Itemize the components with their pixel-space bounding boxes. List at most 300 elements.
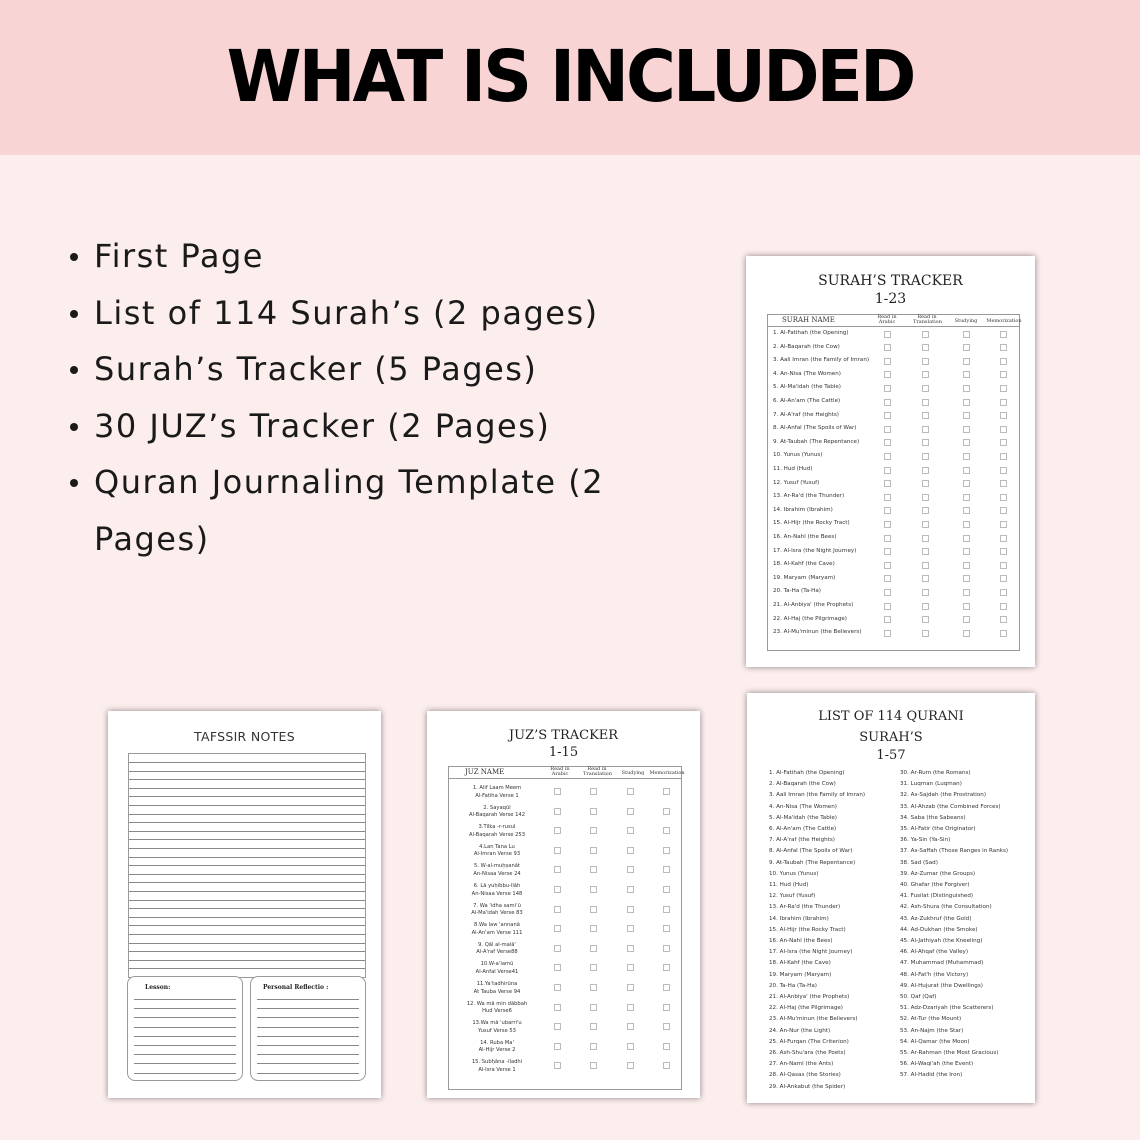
list-item: 47. Muhammad (Muhammad)	[900, 960, 984, 967]
juz-verse-line: Al-Fatiha Verse 1	[475, 792, 519, 799]
list-item: 36. Ya-Sin (Ya-Sin)	[900, 837, 951, 844]
checkbox-icon	[1000, 575, 1007, 582]
list-item: 6. Al-An'am (The Cattle)	[769, 826, 837, 832]
checkbox-icon	[1000, 467, 1007, 474]
surah-tracker-title: SURAH’S TRACKER	[818, 273, 963, 289]
list-item: 33. Al-Ahzab (the Combined Forces)	[900, 803, 1001, 810]
checkbox-icon	[554, 866, 561, 873]
checkbox-icon	[1000, 521, 1007, 528]
checkbox-icon	[1000, 453, 1007, 460]
checkbox-icon	[627, 866, 634, 873]
table-row-label: 18. Al-Kahf (the Cave)	[773, 561, 835, 568]
juz-name-line: 2. Sayaqūl	[483, 804, 511, 811]
table-row-label: 6. Al-An'am (The Cattle)	[773, 398, 841, 404]
checkbox-icon	[554, 827, 561, 834]
checkbox-icon	[963, 616, 970, 623]
table-row-label: 7. Al-A'raf (the Heights)	[773, 411, 839, 418]
checkbox-icon	[922, 535, 929, 542]
checkbox-icon	[884, 344, 891, 351]
checkbox-icon	[884, 603, 891, 610]
checkbox-icon	[884, 521, 891, 528]
note-line	[257, 1054, 359, 1055]
checkbox-icon	[1000, 344, 1007, 351]
list-item: 25. Al-Furqan (The Criterion)	[769, 1038, 849, 1045]
checkbox-icon	[922, 344, 929, 351]
juz-verse-line: Al-Hijr Verse 2	[478, 1047, 516, 1054]
table-row-label	[449, 1040, 545, 1055]
note-line	[129, 771, 365, 772]
table-row-label: 22. Al-Haj (the Pilgrimage)	[773, 615, 847, 622]
checkbox-icon	[922, 371, 929, 378]
table-row-label: 4. An-Nisa (The Women)	[773, 370, 841, 377]
note-line	[257, 999, 359, 1000]
juz-verse-line: Al-Baqarah Verse 253	[468, 831, 526, 838]
checkbox-icon	[627, 827, 634, 834]
checkbox-icon	[627, 1004, 634, 1011]
column-header: Studying	[954, 318, 978, 324]
header-banner	[0, 0, 1140, 155]
checkbox-icon	[922, 575, 929, 582]
table-row-label	[449, 903, 545, 918]
note-line	[129, 865, 365, 866]
list-item: 32. As-Sajdah (the Prostration)	[900, 792, 987, 799]
checkbox-icon	[922, 507, 929, 514]
included-item: List of 114 Surah’s (2 pages)	[68, 285, 708, 342]
checkbox-icon	[884, 371, 891, 378]
table-row-label	[449, 981, 545, 996]
list-item: 14. Ibrahim (Ibrahim)	[769, 915, 829, 922]
list-item: 51. Adz-Dzariyah (the Scatterers)	[900, 1005, 994, 1012]
checkbox-icon	[922, 331, 929, 338]
checkbox-icon	[1000, 616, 1007, 623]
checkbox-icon	[963, 507, 970, 514]
list-item: 13. Ar-Ra'd (the Thunder)	[769, 904, 841, 911]
checkbox-icon	[1000, 480, 1007, 487]
list-item: 28. Al-Qasas (the Stories)	[769, 1072, 841, 1079]
column-header: Read in Arabic	[877, 314, 897, 325]
note-line	[129, 814, 365, 815]
checkbox-icon	[627, 1043, 634, 1050]
list-item: 45. Al-Jathiyah (the Kneeling)	[900, 938, 983, 944]
checkbox-icon	[884, 575, 891, 582]
column-header: SURAH NAME	[782, 316, 835, 324]
note-line	[134, 1017, 236, 1018]
tafssir-notes-title: TAFSSIR NOTES	[194, 729, 295, 744]
surah-list-subtitle: 1-57	[876, 748, 906, 763]
checkbox-icon	[922, 480, 929, 487]
table-row-label	[449, 844, 545, 859]
note-line	[129, 839, 365, 840]
note-line	[134, 1054, 236, 1055]
table-row-label: 9. At-Taubah (The Repentance)	[773, 438, 860, 445]
checkbox-icon	[922, 439, 929, 446]
note-line	[129, 968, 365, 969]
note-line	[257, 1073, 359, 1074]
list-item: 1. Al-Fatihah (the Opening)	[769, 770, 845, 776]
surah-list-title-2: SURAH’S	[859, 730, 923, 745]
checkbox-icon	[963, 589, 970, 596]
note-line	[129, 934, 365, 935]
table-row-label	[449, 942, 545, 957]
checkbox-icon	[663, 925, 670, 932]
note-line	[129, 822, 365, 823]
checkbox-icon	[922, 521, 929, 528]
checkbox-icon	[963, 453, 970, 460]
checkbox-icon	[922, 467, 929, 474]
table-row-label: 5. Al-Ma'idah (the Table)	[773, 384, 841, 391]
note-line	[129, 848, 365, 849]
list-item: 48. Al-Fat'h (the Victory)	[900, 971, 969, 978]
checkbox-icon	[1000, 399, 1007, 406]
checkbox-icon	[554, 906, 561, 913]
juz-tracker-title: JUZ’S TRACKER	[508, 728, 619, 743]
checkbox-icon	[884, 453, 891, 460]
note-line	[129, 908, 365, 909]
checkbox-icon	[963, 630, 970, 637]
juz-name-line: 6. Lā yuḥibbu-llāh	[473, 883, 521, 889]
checkbox-icon	[884, 426, 891, 433]
checkbox-icon	[1000, 371, 1007, 378]
checkbox-icon	[884, 412, 891, 419]
checkbox-icon	[627, 1062, 634, 1069]
list-item: 41. Fusilat (Distinguished)	[900, 893, 974, 900]
checkbox-icon	[963, 521, 970, 528]
juz-name-line: 1. Alif Laam Meem	[472, 785, 522, 791]
checkbox-icon	[663, 1004, 670, 1011]
checkbox-icon	[884, 589, 891, 596]
checkbox-icon	[663, 1043, 670, 1050]
juz-verse-line: Yusuf Verse 53	[478, 1027, 516, 1034]
notes-lines-area	[128, 753, 366, 978]
table-row-label: 20. Ta-Ha (Ta-Ha)	[773, 588, 821, 595]
checkbox-icon	[554, 808, 561, 815]
column-header: JUZ NAME	[465, 768, 505, 776]
table-row-label	[449, 1059, 545, 1074]
checkbox-icon	[963, 399, 970, 406]
juz-verse-line: An-Nisaa Verse 24	[473, 870, 521, 877]
checkbox-icon	[663, 866, 670, 873]
checkbox-icon	[1000, 439, 1007, 446]
table-row-label	[449, 785, 545, 800]
checkbox-icon	[884, 439, 891, 446]
table-row-label: 15. Al-Hijr (the Rocky Tract)	[773, 520, 850, 527]
checkbox-icon	[590, 827, 597, 834]
list-item: 54. Al-Qamar (the Moon)	[900, 1038, 970, 1045]
checkbox-icon	[554, 964, 561, 971]
juz-tracker-subtitle: 1-15	[548, 745, 579, 760]
column-header: Read in Translation	[583, 766, 612, 777]
table-row-label	[449, 1001, 545, 1016]
checkbox-icon	[884, 331, 891, 338]
checkbox-icon	[922, 603, 929, 610]
checkbox-icon	[627, 788, 634, 795]
checkbox-icon	[884, 385, 891, 392]
table-row-label	[449, 1020, 545, 1035]
juz-name-line: 7. Wa 'idha samiʿū	[473, 902, 521, 909]
juz-verse-line: Al-Isra Verse 1	[478, 1066, 516, 1073]
list-item: 34. Saba (the Sabeans)	[900, 814, 966, 821]
checkbox-icon	[627, 886, 634, 893]
checkbox-icon	[554, 1023, 561, 1030]
table-row-label	[449, 805, 545, 820]
checkbox-icon	[963, 548, 970, 555]
juz-name-line: 5. W-al-muḥṣanāt	[474, 863, 520, 870]
table-row-label: 11. Hud (Hud)	[773, 466, 813, 472]
reflection-box	[250, 976, 366, 1081]
checkbox-icon	[963, 535, 970, 542]
checkbox-icon	[590, 925, 597, 932]
note-line	[257, 1045, 359, 1046]
list-item: 24. An-Nur (the Light)	[769, 1027, 831, 1034]
note-line	[129, 960, 365, 961]
list-item: 29. Al-Ankabut (the Spider)	[769, 1083, 846, 1090]
juz-tracker-table	[448, 766, 685, 1090]
note-line	[134, 999, 236, 1000]
included-list	[68, 228, 708, 567]
table-row-label: 13. Ar-Ra'd (the Thunder)	[773, 493, 845, 500]
note-line	[129, 857, 365, 858]
table-row-label: 14. Ibrahim (Ibrahim)	[773, 506, 833, 513]
list-item: 9. At-Taubah (The Repentance)	[769, 859, 856, 866]
checkbox-icon	[922, 562, 929, 569]
checkbox-icon	[627, 945, 634, 952]
table-row-label: 1. Al-Fatihah (the Opening)	[773, 330, 849, 336]
checkbox-icon	[627, 984, 634, 991]
checkbox-icon	[554, 1062, 561, 1069]
checkbox-icon	[922, 426, 929, 433]
note-line	[129, 882, 365, 883]
list-item: 3. Aali Imran (the Family of Imran)	[769, 792, 866, 799]
list-item: 52. At-Tur (the Mount)	[900, 1016, 962, 1023]
checkbox-icon	[963, 494, 970, 501]
checkbox-icon	[590, 847, 597, 854]
table-header	[768, 314, 1022, 327]
note-line	[129, 779, 365, 780]
checkbox-icon	[884, 535, 891, 542]
checkbox-icon	[590, 1004, 597, 1011]
checkbox-icon	[963, 562, 970, 569]
checkbox-icon	[922, 494, 929, 501]
list-item: 43. Az-Zukhruf (the Gold)	[900, 915, 972, 922]
list-item: 26. Ash-Shu'ara (the Poets)	[769, 1050, 846, 1056]
note-line	[129, 762, 365, 763]
list-item: 20. Ta-Ha (Ta-Ha)	[769, 982, 817, 989]
list-item: 4. An-Nisa (The Women)	[769, 803, 837, 810]
juz-name-line: 4.Lan Tana Lu	[479, 843, 515, 850]
note-line	[257, 1063, 359, 1064]
checkbox-icon	[627, 964, 634, 971]
checkbox-icon	[963, 385, 970, 392]
checkbox-icon	[590, 1062, 597, 1069]
checkbox-icon	[922, 412, 929, 419]
list-item: 42. Ash-Shura (the Consultation)	[900, 904, 992, 911]
checkbox-icon	[627, 847, 634, 854]
checkbox-icon	[590, 886, 597, 893]
included-item: 30 JUZ’s Tracker (2 Pages)	[68, 398, 708, 455]
checkbox-icon	[884, 507, 891, 514]
list-item: 35. Al-Fatir (the Originator)	[900, 826, 976, 832]
juz-verse-line: Al-An'am Verse 111	[471, 929, 523, 936]
checkbox-icon	[1000, 426, 1007, 433]
list-item: 21. Al-Anbiya' (the Prophets)	[769, 994, 850, 1000]
column-header: Memorization	[986, 318, 1022, 324]
reflection-label: Personal Reflectio :	[263, 984, 329, 991]
juz-name-line: 10.W-aʿlamū	[480, 961, 514, 968]
list-item: 7. Al-A'raf (the Heights)	[769, 837, 835, 844]
note-line	[134, 1063, 236, 1064]
checkbox-icon	[663, 827, 670, 834]
checkbox-icon	[884, 494, 891, 501]
list-item: 15. Al-Hijr (the Rocky Tract)	[769, 926, 846, 933]
table-row-label	[449, 863, 545, 878]
checkbox-icon	[663, 808, 670, 815]
checkbox-icon	[963, 467, 970, 474]
lesson-label: Lesson:	[145, 984, 171, 991]
note-line	[129, 925, 365, 926]
table-row-label: 2. Al-Baqarah (the Cow)	[773, 343, 840, 350]
checkbox-icon	[663, 788, 670, 795]
checkbox-icon	[590, 964, 597, 971]
juz-verse-line: Al-A'raf Verse88	[476, 949, 518, 956]
note-line	[134, 1073, 236, 1074]
checkbox-icon	[1000, 331, 1007, 338]
list-item: 57. Al-Hadid (the Iron)	[900, 1072, 963, 1079]
checkbox-icon	[554, 1004, 561, 1011]
note-line	[134, 1008, 236, 1009]
checkbox-icon	[590, 1043, 597, 1050]
list-item: 8. Al-Anfal (The Spoils of War)	[769, 848, 853, 855]
checkbox-icon	[1000, 562, 1007, 569]
checkbox-icon	[627, 906, 634, 913]
checkbox-icon	[963, 426, 970, 433]
list-item: 17. Al-Isra (the Night Journey)	[769, 949, 853, 956]
column-header: Memorization	[649, 770, 685, 776]
note-line	[257, 1036, 359, 1037]
juz-name-line: 13.Wa mā 'ubarri'u	[472, 1020, 522, 1027]
checkbox-icon	[554, 886, 561, 893]
table-row-label: 17. Al-Isra (the Night Journey)	[773, 547, 857, 554]
list-item: 22. Al-Haj (the Pilgrimage)	[769, 1005, 843, 1012]
list-item: 27. An-Naml (the Ants)	[769, 1061, 834, 1068]
list-item: 30. Ar-Rum (the Romans)	[900, 770, 971, 776]
juz-tracker-preview	[427, 711, 700, 1098]
checkbox-icon	[884, 358, 891, 365]
table-row-label: 8. Al-Anfal (The Spoils of War)	[773, 425, 857, 432]
juz-name-line: 8.Wa law 'annanā	[474, 922, 520, 929]
included-item: First Page	[68, 228, 708, 285]
checkbox-icon	[884, 548, 891, 555]
checkbox-icon	[963, 603, 970, 610]
juz-name-line: 14. Ruba Ma'	[480, 1039, 514, 1046]
checkbox-icon	[922, 616, 929, 623]
surah-tracker-subtitle: 1-23	[874, 291, 907, 307]
checkbox-icon	[1000, 412, 1007, 419]
table-row-label: 23. Al-Mu'minun (the Believers)	[773, 629, 862, 636]
surah-list-title: LIST OF 114 QURANI	[818, 709, 964, 724]
table-row-label	[449, 824, 545, 839]
list-item: 37. As-Saffah (Those Ranges in Ranks)	[900, 848, 1009, 855]
checkbox-icon	[554, 925, 561, 932]
list-item: 49. Al-Hujurat (the Dwellings)	[900, 982, 983, 989]
checkbox-icon	[590, 808, 597, 815]
note-line	[257, 1008, 359, 1009]
checkbox-icon	[554, 847, 561, 854]
checkbox-icon	[884, 562, 891, 569]
juz-name-line: 15. Subḥāna -lladhi	[471, 1059, 523, 1066]
table-row-label: 21. Al-Anbiya' (the Prophets)	[773, 602, 854, 608]
note-line	[129, 874, 365, 875]
checkbox-icon	[963, 480, 970, 487]
surah-tracker-preview	[746, 256, 1035, 667]
table-row-label: 10. Yunus (Yunus)	[773, 452, 823, 459]
list-item: 2. Al-Baqarah (the Cow)	[769, 781, 836, 788]
included-item: Surah’s Tracker (5 Pages)	[68, 341, 708, 398]
surah-list-preview	[747, 693, 1035, 1103]
checkbox-icon	[663, 886, 670, 893]
included-item: Quran Journaling Template (2 Pages)	[68, 454, 708, 567]
list-item: 55. Ar-Rahman (the Most Gracious)	[900, 1050, 999, 1056]
juz-verse-line: Hud Verse6	[482, 1008, 512, 1015]
table-row-label	[449, 883, 545, 898]
checkbox-icon	[663, 1023, 670, 1030]
list-item: 19. Maryam (Maryam)	[769, 971, 832, 978]
checkbox-icon	[963, 439, 970, 446]
juz-verse-line: An-Nisaa Verse 148	[471, 890, 523, 897]
checkbox-icon	[663, 847, 670, 854]
checkbox-icon	[922, 453, 929, 460]
tafssir-notes-preview	[108, 711, 381, 1098]
juz-verse-line: Al-Anfal Verse41	[475, 968, 519, 975]
checkbox-icon	[590, 1023, 597, 1030]
juz-name-line: 12. Wa mā min dābbah	[466, 1000, 528, 1007]
note-line	[129, 805, 365, 806]
checkbox-icon	[590, 945, 597, 952]
note-line	[129, 788, 365, 789]
table-row-label: 16. An-Nahl (the Bees)	[773, 534, 837, 540]
list-item: 5. Al-Ma'idah (the Table)	[769, 814, 837, 821]
checkbox-icon	[963, 344, 970, 351]
checkbox-icon	[922, 630, 929, 637]
checkbox-icon	[963, 358, 970, 365]
list-item: 11. Hud (Hud)	[769, 882, 809, 888]
note-line	[129, 796, 365, 797]
checkbox-icon	[1000, 630, 1007, 637]
list-item: 10. Yunus (Yunus)	[769, 870, 819, 877]
column-header: Read in Translation	[913, 314, 942, 325]
checkbox-icon	[663, 964, 670, 971]
list-item: 44. Ad-Dukhan (the Smoke)	[900, 926, 978, 933]
list-item: 12. Yusuf (Yusuf)	[769, 893, 816, 900]
checkbox-icon	[554, 984, 561, 991]
note-line	[134, 1045, 236, 1046]
column-header: Read in Arabic	[550, 766, 570, 777]
checkbox-icon	[963, 371, 970, 378]
checkbox-icon	[663, 1062, 670, 1069]
checkbox-icon	[590, 984, 597, 991]
note-line	[129, 951, 365, 952]
list-item: 16. An-Nahl (the Bees)	[769, 938, 833, 944]
list-item: 46. Al-Ahqaf (the Valley)	[900, 949, 969, 956]
list-item: 50. Qaf (Qaf)	[900, 994, 937, 1000]
note-line	[129, 943, 365, 944]
note-line	[134, 1027, 236, 1028]
checkbox-icon	[1000, 385, 1007, 392]
juz-name-line: 3.Tilka -r-rusul	[478, 824, 516, 831]
note-line	[257, 1017, 359, 1018]
checkbox-icon	[963, 575, 970, 582]
list-item: 53. An-Najm (the Star)	[900, 1027, 964, 1034]
table-row-label: 3. Aali Imran (the Family of Imran)	[773, 357, 870, 364]
